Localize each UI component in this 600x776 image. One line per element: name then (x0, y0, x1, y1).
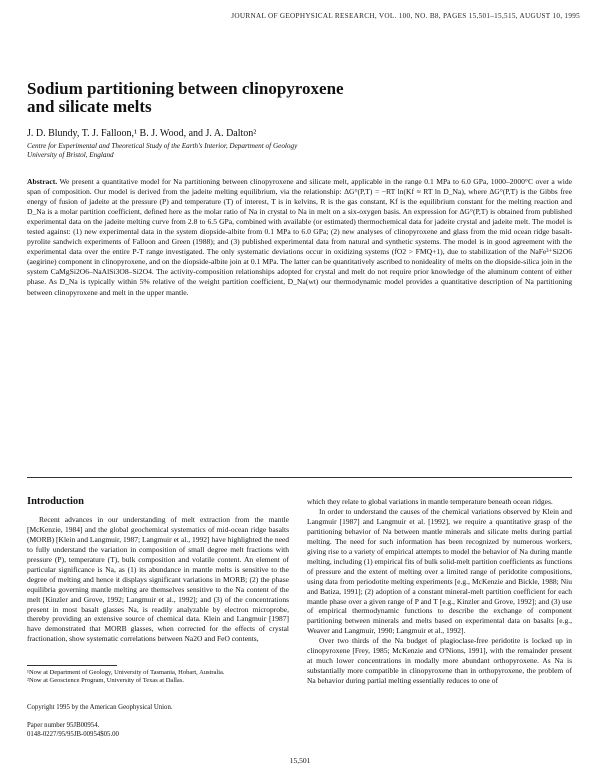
footnote-2: ²Now at Geoscience Program, University of Texas at Dallas. (27, 677, 184, 685)
paper-number: Paper number 95JB00954. (27, 722, 100, 729)
abstract (27, 177, 572, 298)
title-line-1: Sodium partitioning between clinopyroxene (27, 79, 344, 98)
paper-info (27, 722, 289, 739)
running-head: JOURNAL OF GEOPHYSICAL RESEARCH, VOL. 100, NO. B8, PAGES 15,501–15,515, AUGUST 10, 1995 (231, 12, 580, 20)
left-column (27, 497, 289, 644)
title-line-2: and silicate melts (27, 97, 152, 116)
footnotes (27, 669, 289, 686)
right-paragraph-2: Over two thirds of the Na budget of plagioclase-free peridotite is locked up in clinopyroxene [Frey, 1985; McKenzie and O'Nions, 1991], with the remainder present at much lower concentrations in modally more abundant orthopyroxene. As Na is substantially more compatible in clinopyroxene than in orthopyroxene, the problem of Na behavior during partial melting essentially reduces to one of (307, 636, 572, 686)
right-paragraph-0: which they relate to global variations in mantle temperature beneath ocean ridges. (307, 497, 553, 506)
intro-paragraph-1: Recent advances in our understanding of melt extraction from the mantle [McKenzie, 1984] and the global geochemical systematics of mid-ocean ridge basalts (MORB) [Klein and Langmuir, 1987; Langmuir et al., 1992] have highlighted the need to fully understand the variation in composition of small degree melt fractions with pressure (P), temperature (T), bulk composition and volatile content. An element of particular significance is Na, as (1) its abundance in mantle melts is sensitive to the degree of melting and hence it displays significant variations in MORB; (2) the phase equilibria governing mantle melting are themselves sensitive to the Na content of the melt [Kinzler and Grove, 1992; Langmuir et al., 1992]; and (3) of the concentrations present in most basalt glasses Na, is readily analyzable by electron microprobe, thereby providing an extensive source of chemical data. Klein and Langmuir [1987] have demonstrated that MORB glasses, when corrected for the effects of crystal fractionation, show systematic correlations between Na2O and FeO contents, (27, 514, 289, 644)
right-column (307, 497, 572, 686)
intro-heading: Introduction (27, 496, 84, 507)
footnote-1: ¹Now at Department of Geology, University of Tasmania, Hobart, Australia. (27, 669, 225, 676)
affiliation (27, 142, 367, 160)
abstract-label: Abstract. (27, 177, 58, 186)
footnote-rule (27, 665, 117, 666)
paper-code: 0148-0227/95/95JB-00954$05.00 (27, 730, 119, 738)
affiliation-line-1: Centre for Experimental and Theoretical Study of the Earth's Interior, Department of Geology (27, 142, 298, 150)
section-divider (27, 477, 572, 478)
article-title (27, 80, 344, 116)
abstract-text: We present a quantitative model for Na partitioning between clinopyroxene and silicate melt, applicable in the range 0.1 MPa to 6.0 GPa, 1000–2000°C over a wide span of composition. Our model is derived from the jadeite melting equilibrium, via the relationship: ΔG°(P,T) = −RT ln(Kf ≈ RT ln D_Na), where ΔG°(P,T) is the Gibbs free energy of fusion of jadeite at the pressure (P) and temperature (T) of interest, T is in kelvins, R is the gas constant, Kf is the equilibrium constant for the melting reaction and D_Na is a molar partition coefficient, defined here as the molar ratio of Na in crystal to Na in melt on a six-oxygen basis. An expression for ΔG°(P,T) is obtained from published experimental data on the jadeite melting curve from 2.8 to 6.5 GPa, combined with available (or estimated) thermochemical data for jadeite crystal and jadeite melt. The model is tested against: (1) new experimental data in the system diopside-albite from 0.1 MPa to 6.0 GPa; (2) new analyses of clinopyroxene and glass from the mid ocean ridge basalt-pyrolite sandwich experiments of Falloon and Green (1988); and (3) published experimental data from natural and synthetic systems. The model is in good agreement with the experimental data over the entire P-T range investigated. The only systematic deviations occur in oxidizing systems (fO2 > FMQ+1), due to stabilization of the NaFe³⁺Si2O6 (aegirine) component in clinopyroxene, and on the diopside-albite join at 0.1 MPa. The latter can be quantitatively ascribed to nonideality of melts on the diopside-silica join in the system CaMgSi2O6–NaAlSi3O8–Si2O4. The activity-composition relationships adopted for crystal and melt do not require prior knowledge of the aluminum content of either phase. As D_Na is typically within 5% relative of the weight partition coefficient, D_Na(wt) our thermodynamic model provides a quantitative description of Na partitioning between clinopyroxene and melt in the upper mantle. (27, 177, 573, 297)
author-list: J. D. Blundy, T. J. Falloon,¹ B. J. Wood, and J. A. Dalton² (27, 128, 257, 139)
copyright-notice: Copyright 1995 by the American Geophysical Union. (27, 704, 173, 711)
right-paragraph-1: In order to understand the causes of the chemical variations observed by Klein and Langmuir [1987] and Langmuir et al. [1992], we require a quantitative grasp of the partitioning behavior of Na between mantle minerals and silicate melts during partial melting. The need for such information has been recognized by numerous workers, giving rise to a variety of empirical attempts to model the behavior of Na during mantle melting, including (1) empirical fits of bulk solid-melt partition coefficients as functions of pressure and the extent of melting over a limited range of peridotite compositions, using data from periodotite melting experiments [e.g., McKenzie and Bickle, 1988; Niu and Batiza, 1991]; (2) adoption of a constant mineral-melt partition coefficient for each mantle phase over a given range of P and T [e.g., Kinzler and Grove, 1992]; and (3) use of empirical thermodynamic functions to describe the exchange of component partitioning between minerals and melts based on experimental data on basalts [e.g., Weaver and Langmuir, 1990; Langmuir et al., 1992]. (307, 506, 572, 636)
affiliation-line-2: University of Bristol, England (27, 151, 114, 159)
page-number: 15,501 (289, 756, 311, 765)
